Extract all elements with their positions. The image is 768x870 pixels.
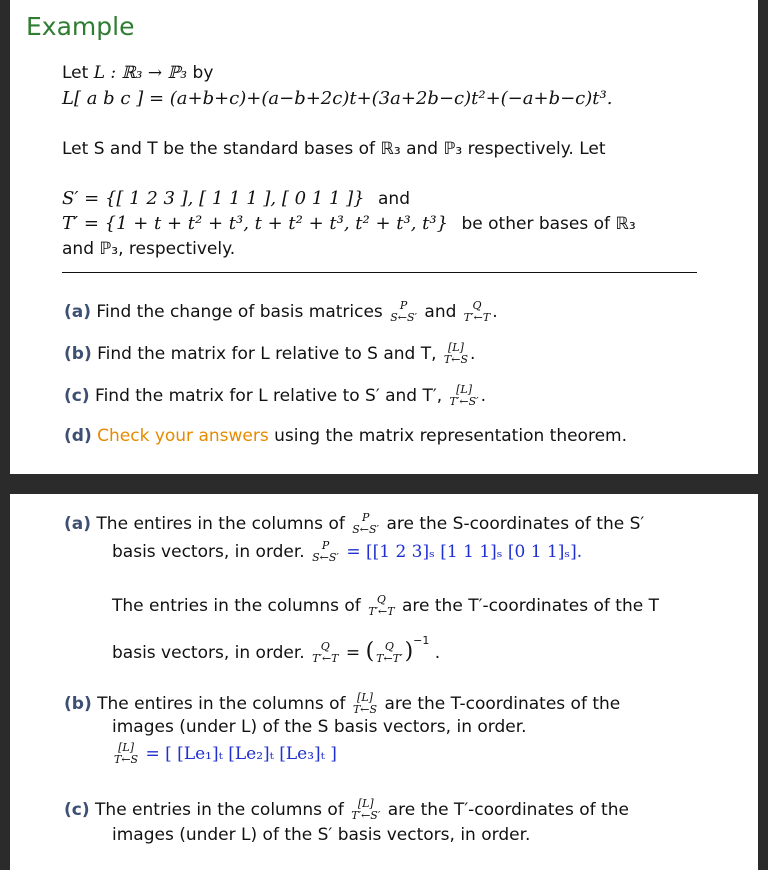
problem-line-5: T′ = {1 + t + t² + t³, t + t² + t³, t² + t³, t³} be other bases of ℝ₃ <box>62 213 636 234</box>
solution-c-line-1: (c) The entries in the columns of [L] T′←S′ are the T′-coordinates of the <box>64 797 629 822</box>
solution-a-line-2: basis vectors, in order. P S←S′ = [[1 2 3]ₛ [1 1 1]ₛ [0 1 1]ₛ]. <box>112 539 583 564</box>
question-b: (b) Find the matrix for L relative to S and T, [L] T←S . <box>64 341 476 366</box>
notation-P-S-Sp: P S←S′ <box>390 299 417 324</box>
solution-a-line-4: basis vectors, in order. Q T′←T = ( Q T←T′ )$^{-1}$ . <box>112 634 441 665</box>
solution-panel <box>10 494 758 870</box>
problem-line-6: and ℙ₃, respectively. <box>62 239 236 259</box>
solution-a-line-3: The entries in the columns of Q T′←T are the T′-coordinates of the T <box>112 593 659 618</box>
notation-L-Tp-Sp: [L] T′←S′ <box>449 383 479 408</box>
solution-a-line-1: (a) The entires in the columns of P S←S′ are the S-coordinates of the S′ <box>64 511 645 536</box>
solution-b-line-3: [L] T←S = [ [Le₁]ₜ [Le₂]ₜ [Le₃]ₜ ] <box>114 741 337 766</box>
notation-Q-Tp-T: Q T′←T <box>463 299 491 324</box>
P-matrix-equation: = [[1 2 3]ₛ [1 1 1]ₛ [0 1 1]ₛ]. <box>346 542 583 562</box>
solution-b-line-2: images (under L) of the S basis vectors, in order. <box>112 717 527 737</box>
solution-c-line-2: images (under L) of the S′ basis vectors, in order. <box>112 825 531 845</box>
page-title: Example <box>26 12 135 41</box>
problem-line-2: L[ a b c ] = (a+b+c)+(a−b+2c)t+(3a+2b−c)t²+(−a+b−c)t³. <box>62 88 613 109</box>
problem-line-3: Let S and T be the standard bases of ℝ₃ and ℙ₃ respectively. Let <box>62 139 606 159</box>
question-d: (d) Check your answers using the matrix representation theorem. <box>64 426 627 446</box>
solution-b-line-1: (b) The entires in the columns of [L] T←S are the T-coordinates of the <box>64 691 621 716</box>
check-answers-link[interactable]: Check your answers <box>97 426 269 446</box>
problem-panel <box>10 0 758 474</box>
question-c: (c) Find the matrix for L relative to S′ and T′, [L] T′←S′ . <box>64 383 487 408</box>
problem-line-4: S′ = {[ 1 2 3 ], [ 1 1 1 ], [ 0 1 1 ]} and <box>62 188 410 209</box>
divider <box>62 272 697 273</box>
notation-L-T-S: [L] T←S <box>443 341 469 366</box>
question-a: (a) Find the change of basis matrices P S←S′ and Q T′←T . <box>64 299 498 324</box>
problem-line-1: Let L : ℝ₃ → ℙ₃ by <box>62 63 214 83</box>
L-matrix-equation: = [ [Le₁]ₜ [Le₂]ₜ [Le₃]ₜ ] <box>145 744 337 764</box>
